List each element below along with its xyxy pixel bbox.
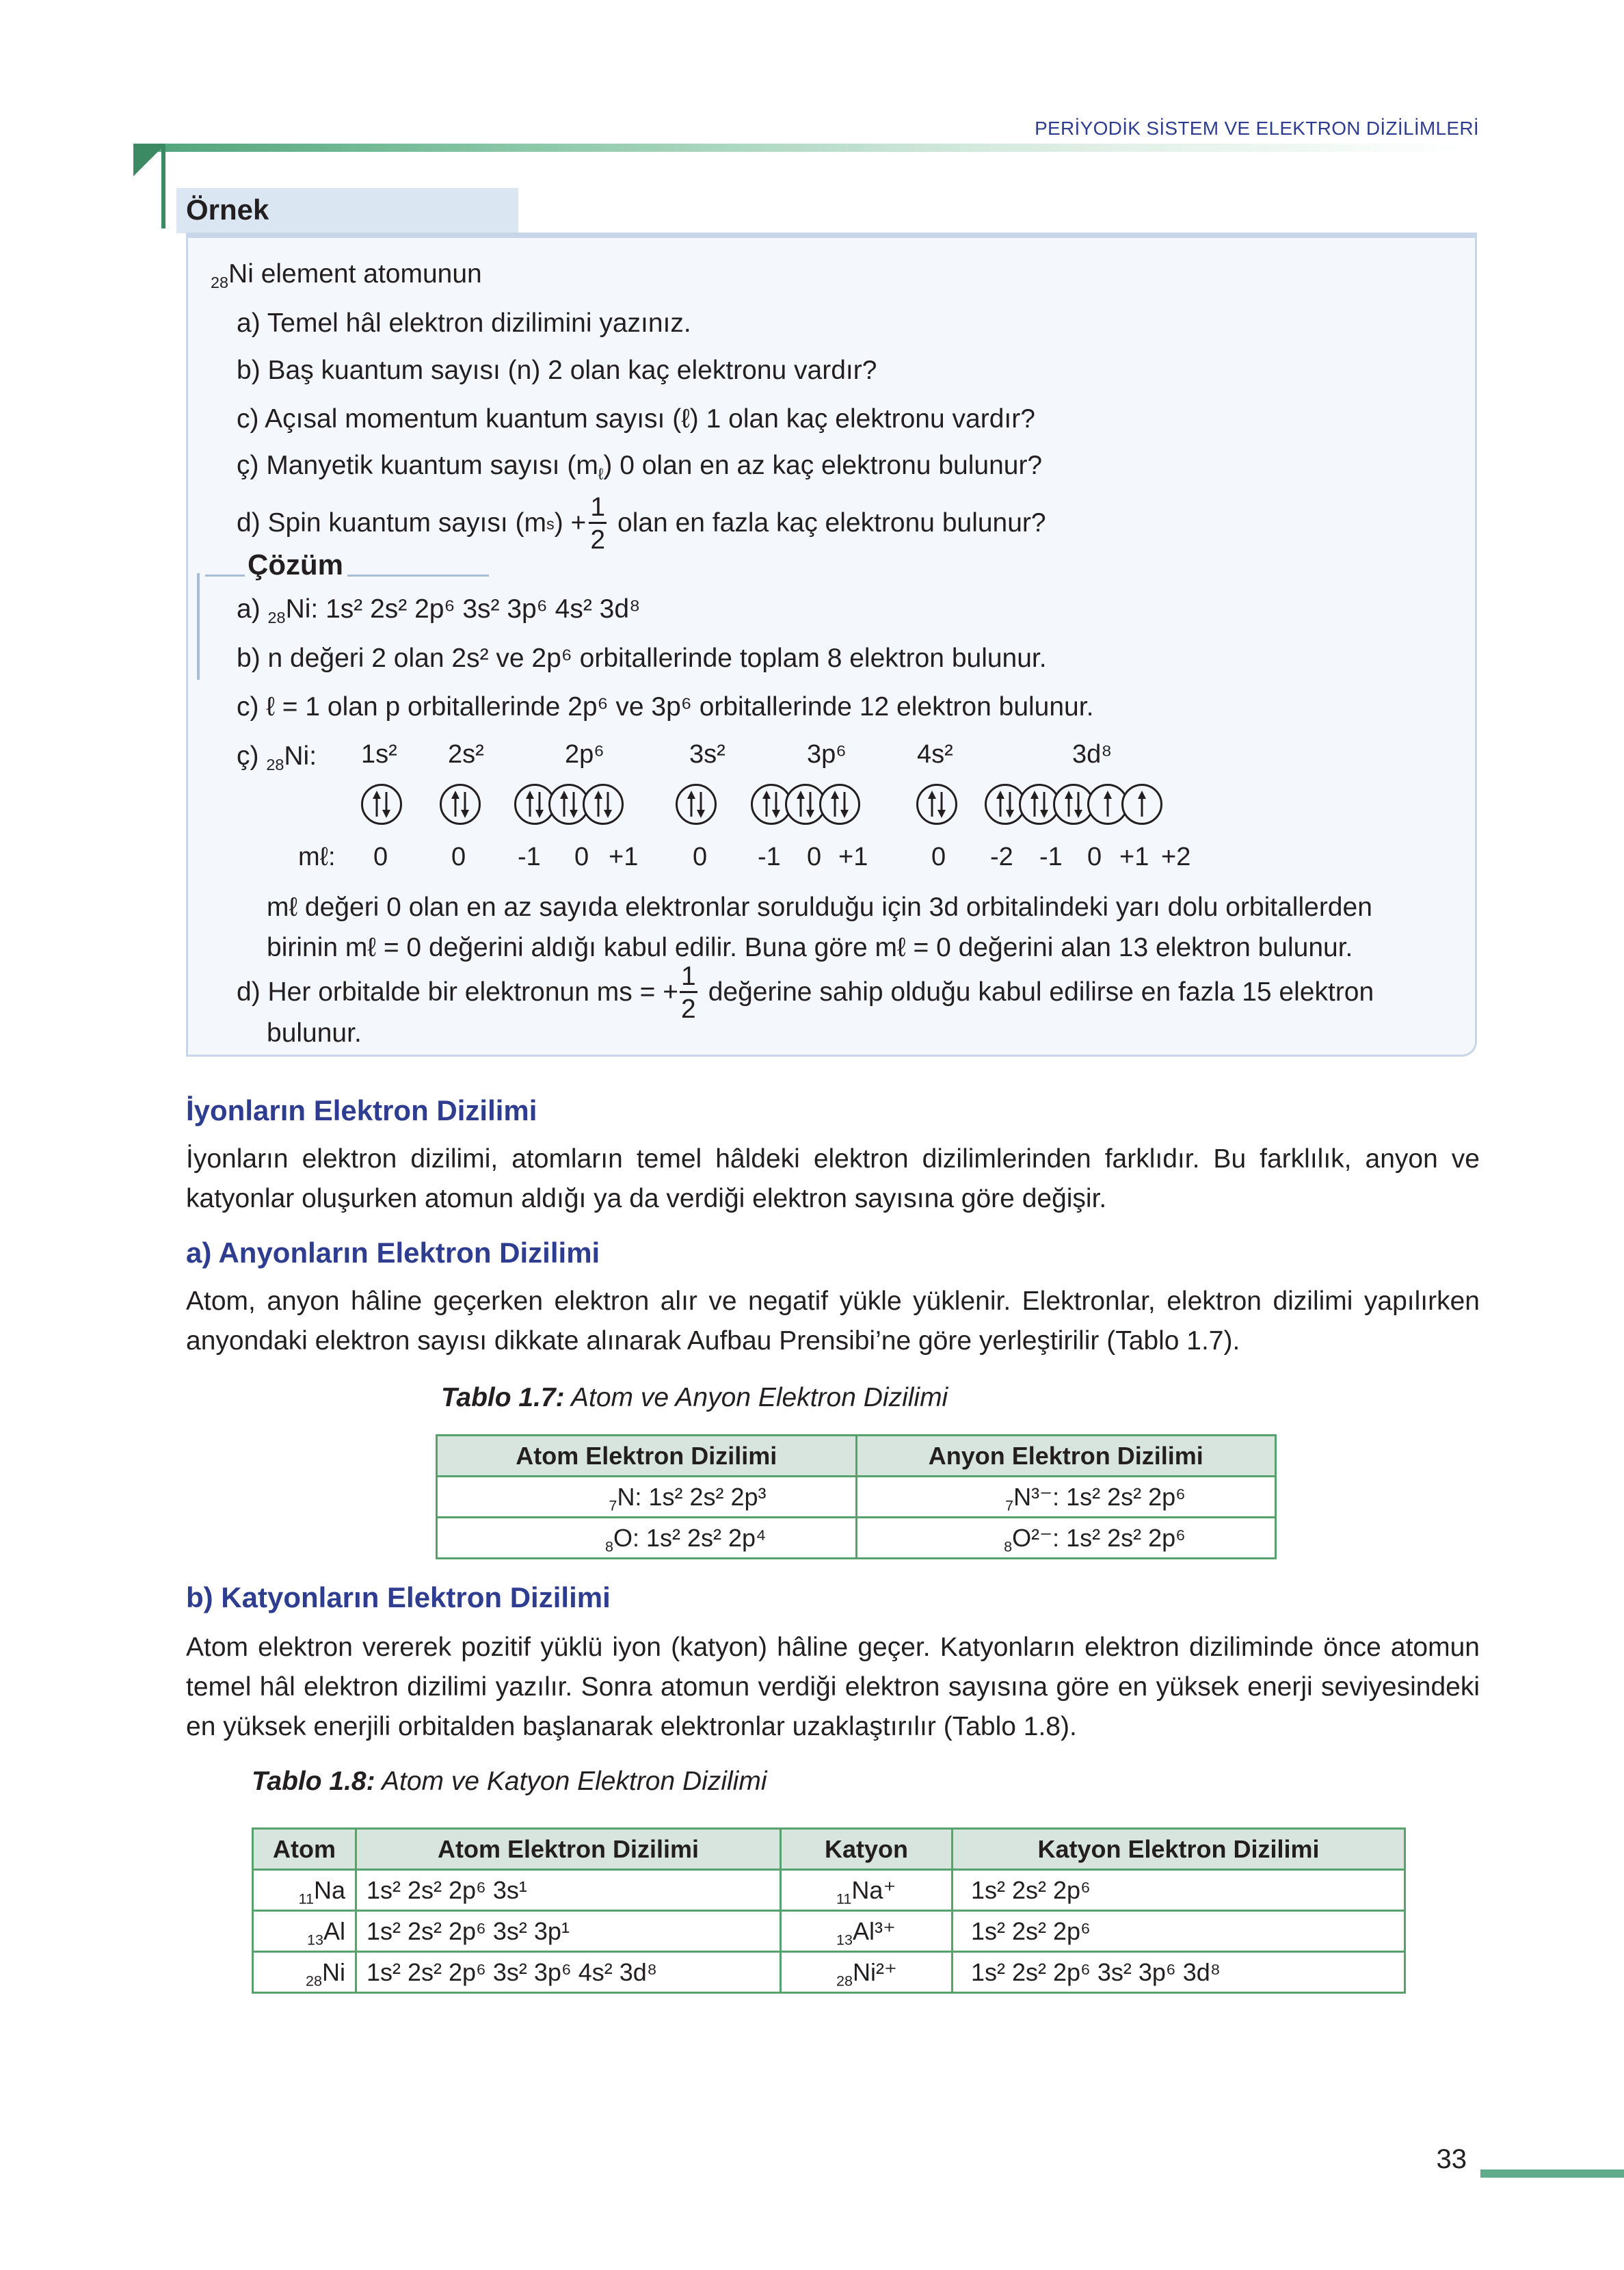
ml-value: 0 [451,843,466,871]
table-1-8-header-atom: Atom [253,1829,356,1870]
table-cell: $_8$O²⁻: 1s² 2s² 2p⁶ [856,1518,1276,1559]
question-b: b) Baş kuantum sayısı (n) 2 olan kaç elektronu vardır? [237,356,877,385]
question-a: a) Temel hâl elektron dizilimini yazınız. [237,308,691,338]
table-cell: $_{13}$Al³⁺ [781,1911,953,1952]
orbital-4s: 4s² [917,740,953,769]
ions-paragraph: İyonların elektron dizilimi, atomların temel hâldeki elektron dizilimlerinden farklıdır. Bu farklılık, anyon ve katyonlar oluşurken atomun aldığı ya da verdiği elektron sayısına göre değişir. [186,1144,1480,1213]
table-cell: 1s² 2s² 2p⁶ 3s² 3p¹ [356,1911,781,1952]
table-1-7-header-anion: Anyon Elektron Dizilimi [856,1436,1276,1477]
table-cell: $_7$N: 1s² 2s² 2p³ [437,1477,857,1518]
cations-title: b) Katyonların Elektron Dizilimi [186,1581,611,1613]
table-cell: $_{11}$Na⁺ [781,1870,953,1911]
table-cell: 1s² 2s² 2p⁶ 3s² 3p⁶ 4s² 3d⁸ [356,1952,781,1993]
page-bar [1480,2169,1624,2178]
orbital-box [440,784,481,825]
ml-label: mℓ: [298,843,336,871]
page-number: 33 [1436,2144,1467,2174]
table-1-7-caption: Tablo 1.7: Atom ve Anyon Elektron Dizilimi [441,1383,948,1412]
ml-value: +1 [1119,843,1149,871]
orbital-box [1121,784,1162,825]
table-cell: 1s² 2s² 2p⁶ [953,1911,1405,1952]
table-cell: $_{28}$Ni [253,1952,356,1993]
orbital-box [676,784,717,825]
solution-a: a) $_{28}$Ni: 1s² 2s² 2p⁶ 3s² 3p⁶ 4s² 3d⁸ [237,594,641,627]
header-rule [133,144,1467,152]
note-line-1: mℓ değeri 0 olan en az sayıda elektronlar sorulduğu için 3d orbitalindeki yarı dolu orbitallerden [267,893,1372,922]
ml-value: +2 [1161,843,1191,871]
table-1-8-header-cation: Katyon [781,1829,953,1870]
ml-value: -1 [1039,843,1063,871]
table-1-8-caption: Tablo 1.8: Atom ve Katyon Elektron Dizilimi [252,1767,767,1796]
orbital-box [583,784,624,825]
running-header: PERİYODİK SİSTEM VE ELEKTRON DİZİLİMLERİ [1035,118,1479,139]
table-row [437,1477,1276,1518]
table-cell: 1s² 2s² 2p⁶ 3s² 3p⁶ 3d⁸ [953,1952,1405,1993]
question-cc: ç) Manyetik kuantum sayısı $(m_\ell)$ 0 olan en az kaç elektronu bulunur? [237,451,1043,484]
table-row [253,1911,1405,1952]
solution-d: d) Her orbitalde bir elektronun ms = + $\frac{1}{2}$ değerine sahip olduğu kabul edilirse en fazla 15 elektron [237,962,1374,1024]
table-row [253,1952,1405,1993]
note-line-2: birinin mℓ = 0 değerini aldığı kabul edilir. Buna göre mℓ = 0 değerini alan 13 elektron bulunur. [267,933,1353,962]
ml-value: -1 [758,843,781,871]
table-cell: $_7$N³⁻: 1s² 2s² 2p⁶ [856,1477,1276,1518]
orbital-box [916,784,957,825]
table-cell: $_{28}$Ni²⁺ [781,1952,953,1993]
example-label: Örnek [186,194,269,226]
ml-value: 0 [574,843,589,871]
ml-value: +1 [838,843,868,871]
orbital-3s: 3s² [689,740,726,769]
ml-value: -1 [518,843,541,871]
table-cell: $_{13}$Al [253,1911,356,1952]
orbital-1s: 1s² [361,740,397,769]
ml-value: 0 [931,843,946,871]
solution-bracket [197,573,200,680]
table-1-7 [436,1434,1277,1559]
solution-d-line2: bulunur. [267,1018,362,1048]
question-d: d) Spin kuantum sayısı (m s ) + $\frac{1}{2}$ olan en fazla kaç elektronu bulunur? [237,492,1046,555]
anions-title: a) Anyonların Elektron Dizilimi [186,1237,600,1269]
table-cell: $_8$O: 1s² 2s² 2p⁴ [437,1518,857,1559]
orbital-3d: 3d⁸ [1072,740,1113,769]
solution-b: b) n değeri 2 olan 2s² ve 2p⁶ orbitallerinde toplam 8 elektron bulunur. [237,644,1047,673]
orbital-2s: 2s² [448,740,484,769]
table-cell: 1s² 2s² 2p⁶ 3s¹ [356,1870,781,1911]
ml-value: +1 [609,843,639,871]
ml-value: 0 [807,843,822,871]
solution-c: c) ℓ = 1 olan p orbitallerinde 2p⁶ ve 3p⁶ orbitallerinde 12 elektron bulunur. [237,692,1094,722]
ml-value: 0 [373,843,388,871]
question-c: c) Açısal momentum kuantum sayısı (ℓ) 1 olan kaç elektronu vardır? [237,404,1035,434]
ml-value: 0 [693,843,708,871]
table-1-7-header-atom: Atom Elektron Dizilimi [437,1436,857,1477]
anions-paragraph: Atom, anyon hâline geçerken elektron alır ve negatif yükle yüklenir. Elektronlar, elektron dizilimi yapılırken anyondaki elektron sayısı dikkate alınarak Aufbau Prensibi’ne göre yerleştirilir (Tablo 1.7). [186,1286,1480,1356]
table-row [253,1870,1405,1911]
solution-cc-label: ç) $_{28}$Ni: [237,741,317,774]
cations-paragraph: Atom elektron vererek pozitif yüklü iyon (katyon) hâline geçer. Katyonların elektron diziliminde önce atomun temel hâl elektron dizilimi yazılır. Sonra atomun verdiği elektron sayısına göre en yüksek enerji seviyesindeki en yüksek enerjili orbitalden başlanarak elektronlar uzaklaştırılır (Tablo 1.8). [186,1633,1480,1741]
solution-label: Çözüm [245,549,347,581]
orbital-box [361,784,402,825]
table-1-8-header-atom-config: Atom Elektron Dizilimi [356,1829,781,1870]
table-cell: 1s² 2s² 2p⁶ [953,1870,1405,1911]
ml-value: -2 [990,843,1013,871]
table-cell: $_{11}$Na [253,1870,356,1911]
orbital-box [819,784,860,825]
orbital-3p: 3p⁶ [807,740,847,769]
ions-title: İyonların Elektron Dizilimi [186,1094,537,1126]
header-tick [161,145,165,228]
orbital-2p: 2p⁶ [565,740,604,769]
example-intro: $_{28}$Ni element atomunun [211,259,482,292]
table-row [437,1518,1276,1559]
table-1-8 [252,1827,1406,1994]
ml-value: 0 [1087,843,1102,871]
table-1-8-header-cation-config: Katyon Elektron Dizilimi [953,1829,1405,1870]
